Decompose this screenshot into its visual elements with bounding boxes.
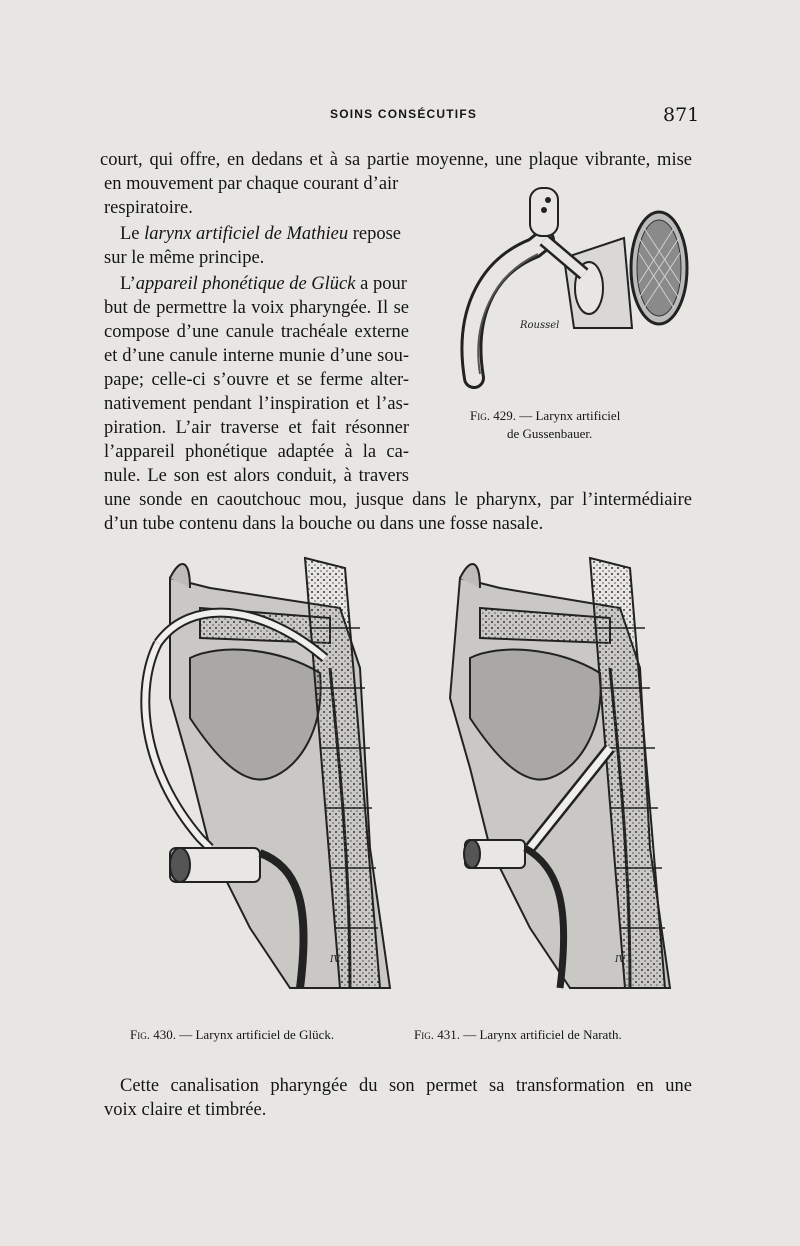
fig430-label: Fig. 430. [130,1027,176,1042]
illustrator-signature: Roussel [520,320,560,331]
p2-line2: sur le même principe. [104,248,265,268]
p3-full-line1: une sonde en caoutchouc mou, jusque dans le pharynx, par l’intermédiaire [104,490,692,510]
p3-line: l’appareil phonétique adaptée à la ca- [104,442,409,462]
fig431-caption [414,1027,622,1043]
p1-line1: court, qui offre, en dedans et à sa partie moyenne, une plaque vibrante, mise [100,150,692,170]
p2-suffix: repose [348,224,402,244]
fig429-label: Fig. 429. [470,408,516,423]
gluck-section [145,558,390,988]
figures-430-431 [130,548,690,1010]
p3-prefix: L’ [120,274,136,294]
running-head: SOINS CONSÉCUTIFS [330,107,478,121]
fig430-caption [130,1027,334,1043]
fig431-label: Fig. 431. [414,1027,460,1042]
p1-line3: respiratoire. [104,198,193,218]
anatomical-sections-illustration [130,548,690,1010]
p2-prefix: Le [120,224,145,244]
p2-line1 [120,222,401,246]
p3-line: nule. Le son est alors conduit, à travers [104,466,409,486]
p2-italic: larynx artificiel de Mathieu [144,224,349,244]
vertebra-mark-left: IV [330,955,341,965]
p4-line1: Cette canalisation pharyngée du son permet sa transformation en une [120,1076,692,1096]
fig429-caption-line2: de Gussenbauer. [507,426,593,441]
p3-line: compose d’une canule trachéale externe [104,322,409,342]
p3-line: nativement pendant l’inspiration et l’as- [104,394,409,414]
p3-line: et d’une canule interne munie d’une sou- [104,346,409,366]
p4-line2: voix claire et timbrée. [104,1100,267,1120]
fig429-caption-line1 [470,408,620,424]
p3-line: pape; celle-ci s’ouvre et se ferme alter- [104,370,409,390]
p1-line2: en mouvement par chaque courant d’air [104,174,399,194]
p3-line1 [120,272,407,296]
fig431-text: — Larynx artificiel de Narath. [459,1027,622,1042]
p3-line: piration. L’air traverse et fait résonner [104,418,409,438]
page-number: 871 [663,104,700,126]
p3-italic: appareil phonétique de Glück [135,274,356,294]
narath-section [450,558,670,988]
p3-line: but de permettre la voix pharyngée. Il se [104,298,409,318]
fig430-text: — Larynx artificiel de Glück. [175,1027,335,1042]
figure-429 [434,178,694,398]
fig429-text: — Larynx artificiel [515,408,621,423]
p3-full-line2: d’un tube contenu dans la bouche ou dans une fosse nasale. [104,514,544,534]
vertebra-mark-right: IV [615,955,626,965]
p3-suffix: a pour [355,274,407,294]
gussenbauer-illustration [434,178,694,398]
